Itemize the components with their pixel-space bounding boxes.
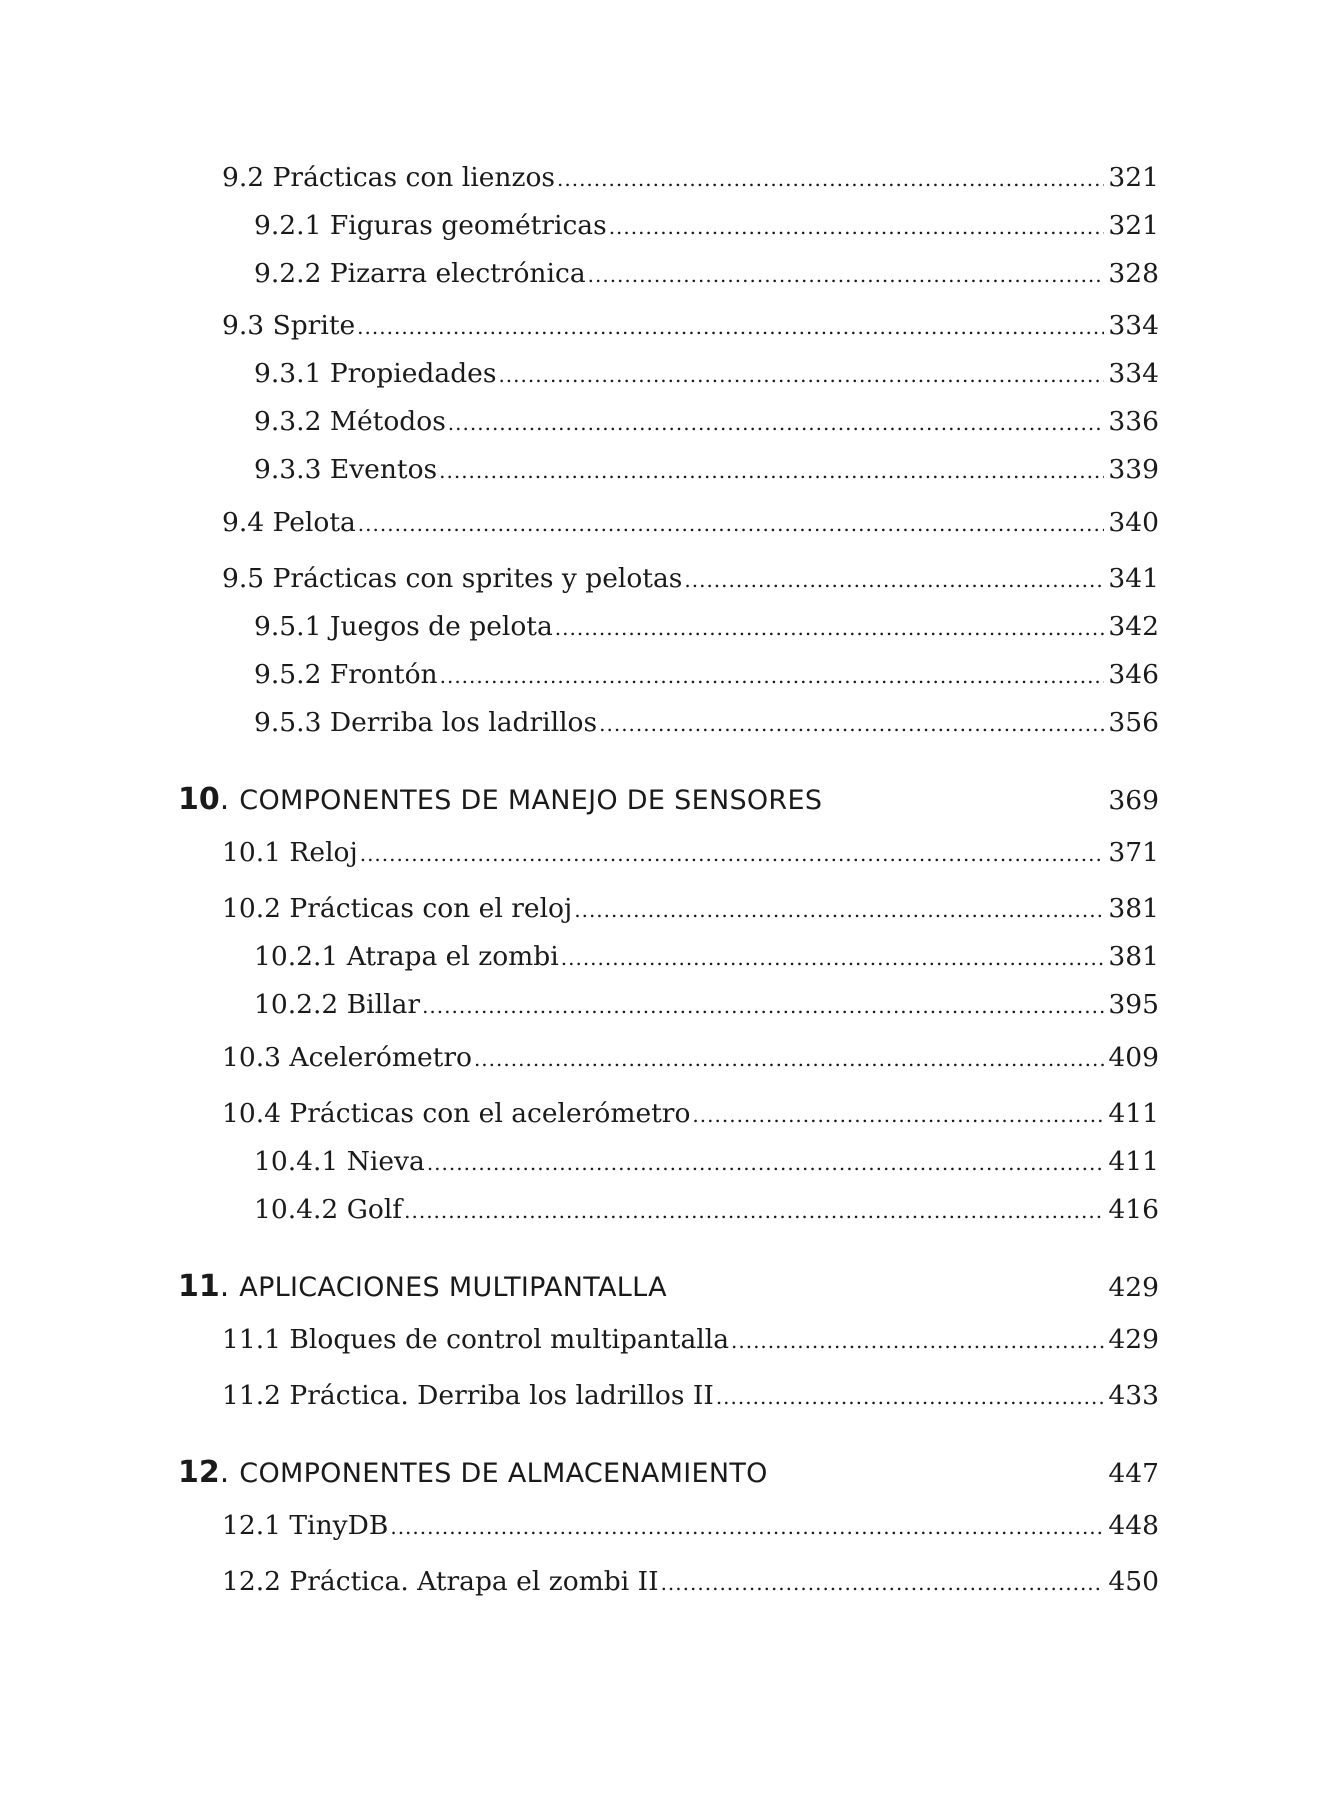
dot-leader [561,948,1105,968]
toc-entry [222,837,1159,868]
toc-entry-title: 9.5.1 Juegos de pelota [254,611,553,642]
chapter-title: COMPONENTES DE MANEJO DE SENSORES [239,785,823,816]
dot-leader [599,714,1104,734]
toc-entry [222,1324,1159,1355]
toc-entry-title: 9.3 Sprite [222,310,356,341]
toc-entry-page: 450 [1108,1566,1159,1597]
toc-entry [222,1510,1159,1541]
dot-leader [427,1153,1105,1173]
toc-entry-title: 10.1 Reloj [222,837,358,868]
toc-entry [254,989,1159,1020]
toc-entry-title: 12.2 Práctica. Atrapa el zombi II [222,1566,659,1597]
toc-entry-page: 395 [1108,989,1159,1020]
toc-entry-page: 328 [1108,258,1159,289]
toc-entry-page: 381 [1108,893,1159,924]
dot-leader [390,1517,1104,1537]
chapter-heading: 12 . COMPONENTES DE ALMACENAMIENTO 447 [178,1455,1159,1490]
dot-leader [358,514,1105,534]
dot-leader [692,1105,1104,1125]
toc-entry-title: 9.4 Pelota [222,507,356,538]
dot-leader [609,217,1105,237]
toc-entry-title: 12.1 TinyDB [222,1510,389,1541]
toc-entry [222,507,1159,538]
chapter-number: 12 [178,1455,220,1490]
dot-leader [716,1387,1105,1407]
dot-leader [574,900,1104,920]
chapter-number: 10 [178,782,220,817]
toc-entry [254,258,1159,289]
toc-entry [254,659,1159,690]
toc-entry-title: 9.5.3 Derriba los ladrillos [254,707,598,738]
toc-entry-page: 433 [1108,1380,1159,1411]
toc-entry-page: 429 [1108,1324,1159,1355]
toc-entry-page: 411 [1108,1098,1159,1129]
toc-entry-title: 10.3 Acelerómetro [222,1042,472,1073]
toc-entry-title: 9.3.2 Métodos [254,406,446,437]
toc-entry [222,1098,1159,1129]
toc-entry-page: 346 [1108,659,1159,690]
dot-leader [661,1573,1105,1593]
dot-leader [684,570,1104,590]
toc-entry-page: 334 [1108,310,1159,341]
toc-entry [254,707,1159,738]
dot-leader [588,265,1105,285]
toc-entry [222,1380,1159,1411]
dot-leader [440,666,1105,686]
toc-entry-page: 356 [1108,707,1159,738]
toc-entry [222,1566,1159,1597]
toc-entry-title: 10.2.2 Billar [254,989,421,1020]
toc-entry [222,893,1159,924]
dot-leader [474,1049,1104,1069]
dot-leader [498,365,1104,385]
toc-entry [254,454,1159,485]
chapter-heading: 10 . COMPONENTES DE MANEJO DE SENSORES 369 [178,782,1159,817]
chapter-heading: 11 . APLICACIONES MULTIPANTALLA 429 [178,1269,1159,1304]
chapter-page: 369 [1108,785,1159,816]
toc-entry-page: 336 [1108,406,1159,437]
toc-entry-title: 10.4 Prácticas con el acelerómetro [222,1098,691,1129]
dot-leader [555,618,1105,638]
toc-entry-title: 11.1 Bloques de control multipantalla [222,1324,729,1355]
toc-entry-title: 9.3.3 Eventos [254,454,438,485]
dot-leader [404,1201,1104,1221]
toc-entry [254,941,1159,972]
toc-entry [222,563,1159,594]
toc-entry-page: 341 [1108,563,1159,594]
chapter-page: 429 [1108,1272,1159,1303]
toc-entry-page: 342 [1108,611,1159,642]
toc-entry-page: 339 [1108,454,1159,485]
toc-entry-page: 321 [1108,210,1159,241]
toc-entry-title: 11.2 Práctica. Derriba los ladrillos II [222,1380,714,1411]
dot-leader [448,413,1105,433]
toc-entry [254,406,1159,437]
toc-entry-page: 448 [1108,1510,1159,1541]
toc-entry-title: 10.2.1 Atrapa el zombi [254,941,559,972]
dot-leader [357,317,1104,337]
toc-entry [254,1194,1159,1225]
dot-leader [731,1331,1104,1351]
dot-leader [439,461,1104,481]
toc-entry-page: 340 [1108,507,1159,538]
toc-entry [254,358,1159,389]
toc-entry-page: 411 [1108,1146,1159,1177]
toc-entry [254,210,1159,241]
dot-leader [557,169,1104,189]
dot-leader [360,844,1105,864]
toc-entry [222,162,1159,193]
toc-entry [222,310,1159,341]
toc-entry-title: 9.2.1 Figuras geométricas [254,210,607,241]
toc-entry-title: 9.3.1 Propiedades [254,358,497,389]
chapter-title: APLICACIONES MULTIPANTALLA [239,1272,667,1303]
chapter-page: 447 [1108,1458,1159,1489]
toc-entry [222,1042,1159,1073]
toc-entry-title: 9.5.2 Frontón [254,659,438,690]
toc-entry-title: 10.2 Prácticas con el reloj [222,893,573,924]
toc-entry-title: 10.4.2 Golf [254,1194,403,1225]
toc-entry-title: 9.5 Prácticas con sprites y pelotas [222,563,683,594]
toc-entry-page: 381 [1108,941,1159,972]
chapter-number: 11 [178,1269,220,1304]
toc-entry-page: 371 [1108,837,1159,868]
toc-entry-page: 416 [1108,1194,1159,1225]
toc-entry [254,1146,1159,1177]
toc-entry-title: 9.2.2 Pizarra electrónica [254,258,586,289]
toc-entry [254,611,1159,642]
toc-entry-page: 321 [1108,162,1159,193]
dot-leader [422,996,1104,1016]
chapter-title: COMPONENTES DE ALMACENAMIENTO [239,1458,768,1489]
toc-entry-title: 10.4.1 Nieva [254,1146,425,1177]
toc-entry-title: 9.2 Prácticas con lienzos [222,162,555,193]
toc-entry-page: 409 [1108,1042,1159,1073]
toc-entry-page: 334 [1108,358,1159,389]
